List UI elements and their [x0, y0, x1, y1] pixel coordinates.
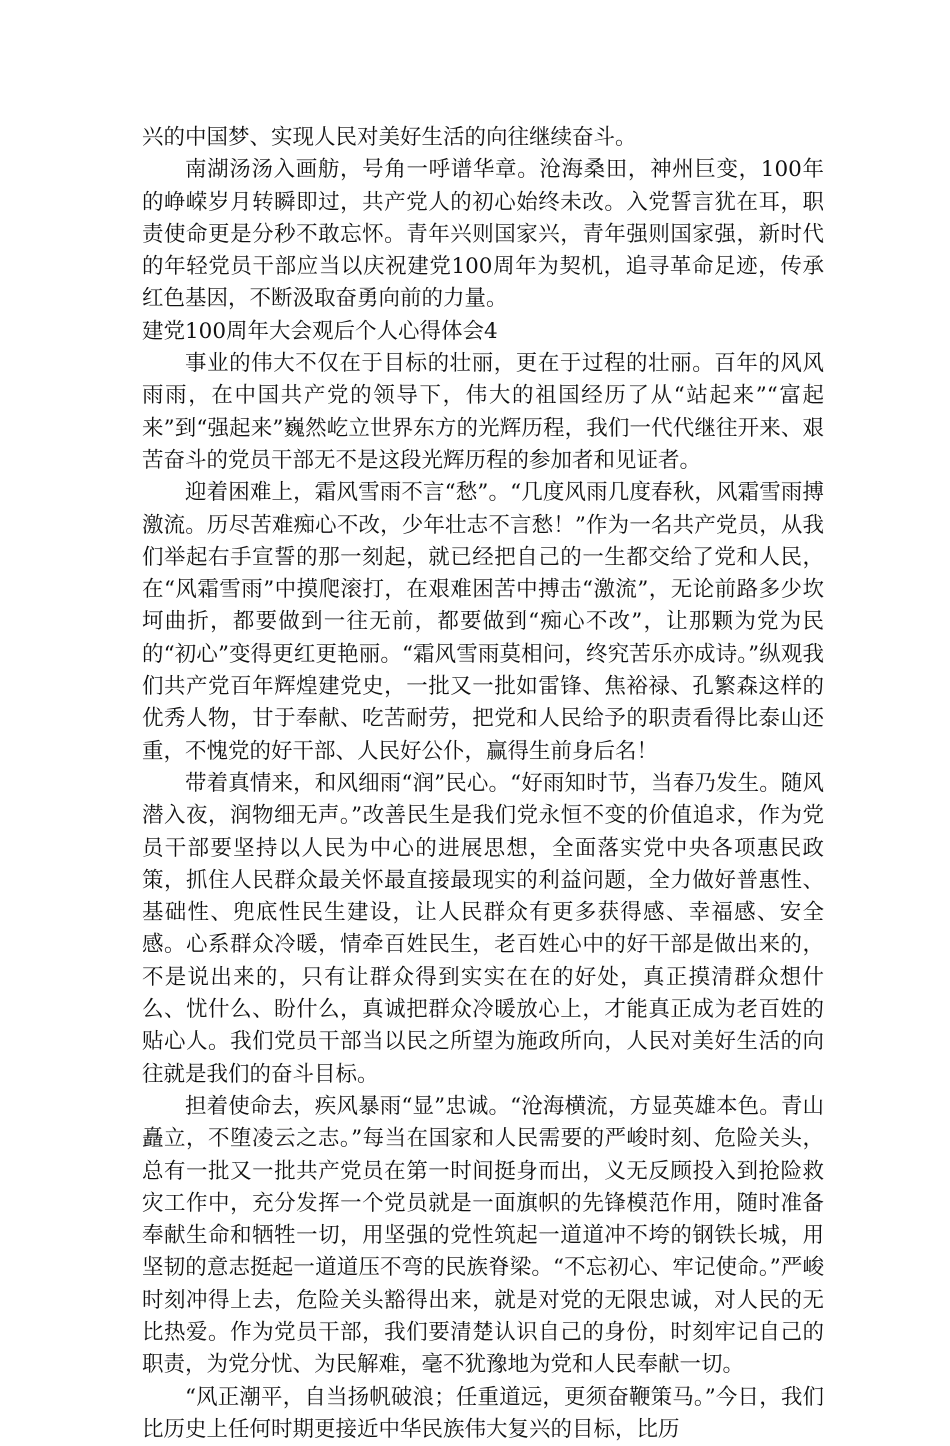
paragraph-continuation: 兴的中国梦、实现人民对美好生活的向往继续奋斗。 — [142, 125, 637, 150]
paragraph-conclusion: “风正潮平，自当扬帆破浪；任重道远，更须奋鞭策马。”今日，我们比历史上任何时期更接近中华民族伟大复兴的目标，比历 — [142, 1384, 824, 1442]
paragraph-cause: 事业的伟大不仅在于目标的壮丽，更在于过程的壮丽。百年的风风雨雨，在中国共产党的领导下，伟大的祖国经历了从“站起来”“富起来”到“强起来”巍然屹立世界东方的光辉历程，我们一代代继往开来、艰苦奋斗的党员干部无不是这段光辉历程的参加者和见证者。 — [142, 351, 824, 473]
document-page — [142, 122, 824, 1446]
paragraph-hardship: 迎着困难上，霜风雪雨不言“愁”。“几度风雨几度春秋，风霜雪雨搏激流。历尽苦难痴心不改，少年壮志不言愁！”作为一名共产党员，从我们举起右手宣誓的那一刻起，就已经把自己的一生都交给了党和人民，在“风霜雪雨”中摸爬滚打，在艰难困苦中搏击“激流”，无论前路多少坎坷曲折，都要做到一往无前，都要做到“痴心不改”，让那颗为党为民的“初心”变得更红更艳丽。“霜风雪雨莫相问，终究苦乐亦成诗。”纵观我们共产党百年辉煌建党史，一批又一批如雷锋、焦裕禄、孔繁森这样的优秀人物，甘于奉献、吃苦耐劳，把党和人民给予的职责看得比泰山还重，不愧党的好干部、人民好公仆，赢得生前身后名！ — [142, 480, 824, 764]
section-heading: 建党100周年大会观后个人心得体会4 — [142, 318, 498, 344]
paragraph-livelihood: 带着真情来，和风细雨“润”民心。“好雨知时节，当春乃发生。随风潜入夜，润物细无声。”改善民生是我们党永恒不变的价值追求，作为党员干部要坚持以人民为中心的进展思想，全面落实党中央各项惠民政策，抓住人民群众最关怀最直接最现实的利益问题，全力做好普惠性、基础性、兜底性民生建设，让人民群众有更多获得感、幸福感、安全感。心系群众冷暖，情牵百姓民生，老百姓心中的好干部是做出来的，不是说出来的，只有让群众得到实实在在的好处，真正摸清群众想什么、忧什么、盼什么，真诚把群众冷暖放心上，才能真正成为老百姓的贴心人。我们党员干部当以民之所望为施政所向，人民对美好生活的向往就是我们的奋斗目标。 — [142, 770, 824, 1087]
paragraph-mission: 担着使命去，疾风暴雨“显”忠诚。“沧海横流，方显英雄本色。青山矗立，不堕凌云之志。”每当在国家和人民需要的严峻时刻、危险关头，总有一批又一批共产党员在第一时间挺身而出，义无反顾投入到抢险救灾工作中，充分发挥一个党员就是一面旗帜的先锋模范作用，随时准备奉献生命和牺牲一切，用坚强的党性筑起一道道冲不垮的钢铁长城，用坚韧的意志挺起一道道压不弯的民族脊梁。“不忘初心、牢记使命。”严峻时刻冲得上去，危险关头豁得出来，就是对党的无限忠诚，对人民的无比热爱。作为党员干部，我们要清楚认识自己的身份，时刻牢记自己的职责，为党分忧、为民解难，毫不犹豫地为党和人民奉献一切。 — [142, 1093, 824, 1378]
paragraph-nanhu: 南湖汤汤入画舫，号角一呼谱华章。沧海桑田，神州巨变，100年的峥嵘岁月转瞬即过，共产党人的初心始终未改。入党誓言犹在耳，职责使命更是分秒不敢忘怀。青年兴则国家兴，青年强则国家强，新时代的年轻党员干部应当以庆祝建党100周年为契机，追寻革命足迹，传承红色基因，不断汲取奋勇向前的力量。 — [142, 157, 824, 312]
